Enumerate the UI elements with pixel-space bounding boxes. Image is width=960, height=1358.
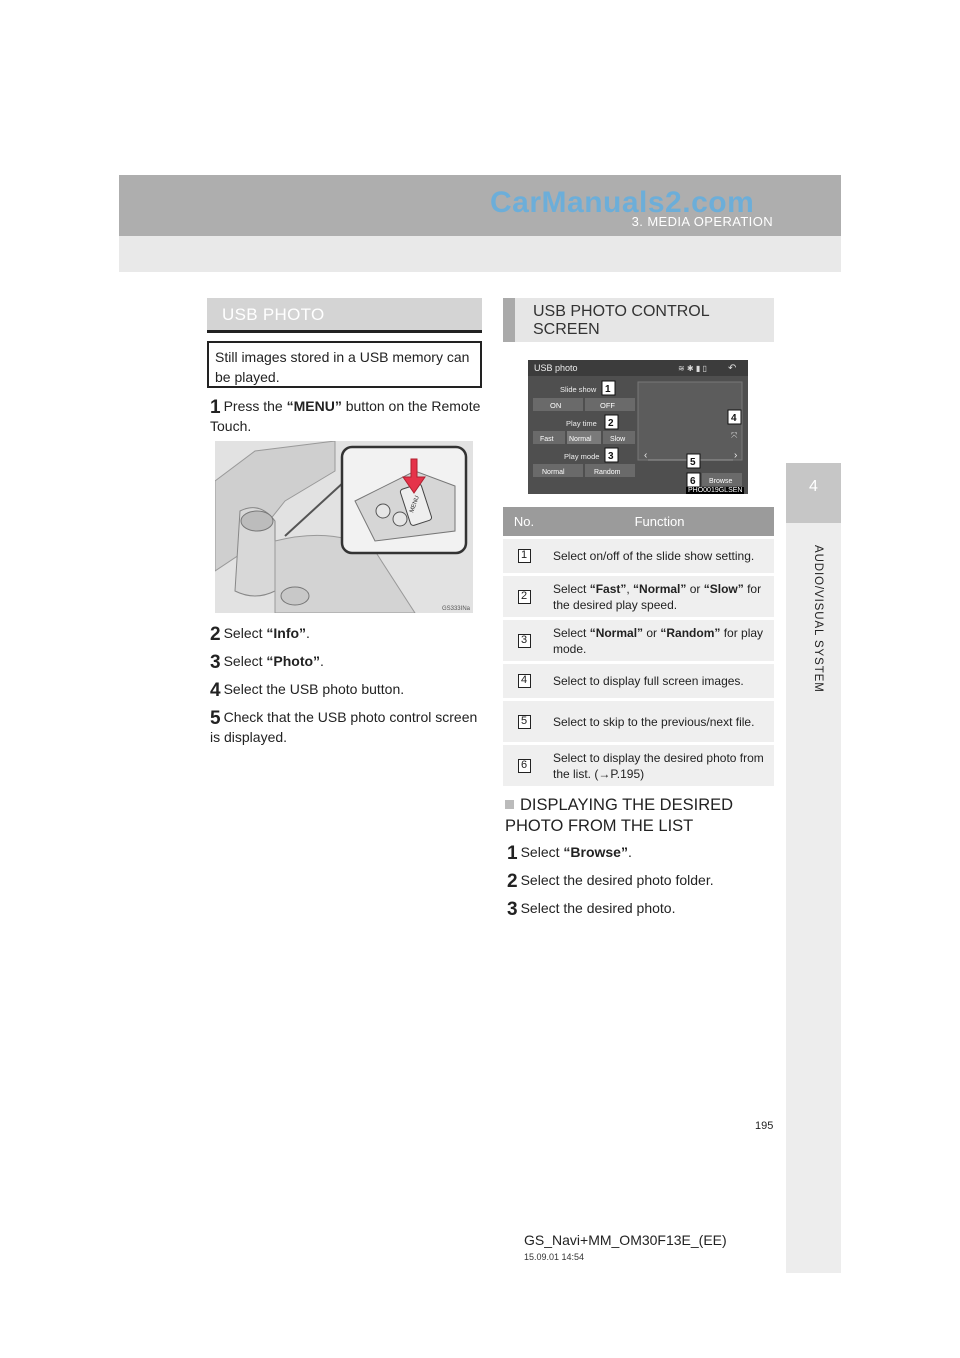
svg-text:Slide show: Slide show	[560, 385, 597, 394]
intro-note: Still images stored in a USB memory can be played.	[207, 341, 482, 388]
watermark: CarManuals2.com	[490, 186, 755, 219]
column-header-no: No.	[513, 514, 535, 529]
svg-text:Fast: Fast	[540, 436, 554, 443]
row-function: Select to display full screen images.	[553, 674, 744, 688]
image-code: GS333INa	[441, 606, 470, 612]
left-step-5: 5 Check that the USB photo control screen is displayed.	[210, 708, 478, 745]
row-function: Select “Fast”, “Normal” or “Slow” for the desired play speed.	[553, 581, 762, 612]
svg-text:Play mode: Play mode	[564, 452, 600, 461]
step-number: 3	[210, 652, 221, 673]
svg-text:⤧: ⤧	[731, 431, 738, 440]
function-table	[503, 507, 774, 786]
row-number: 4	[518, 674, 531, 688]
svg-text:1: 1	[605, 384, 611, 395]
chapter-number: 4	[809, 478, 818, 495]
svg-text:2: 2	[608, 418, 614, 429]
column-header-function: Function	[634, 514, 685, 529]
svg-text:Play time: Play time	[566, 419, 597, 428]
row-number: 5	[518, 715, 531, 729]
svg-text:5: 5	[690, 457, 696, 468]
table-row	[503, 698, 774, 742]
row-function: Select to skip to the previous/next file.	[553, 714, 755, 729]
svg-text:≋ ✱ ▮ ▯: ≋ ✱ ▮ ▯	[678, 364, 707, 373]
svg-text:Browse: Browse	[709, 478, 733, 485]
right-step-3: 3 Select the desired photo.	[507, 899, 676, 920]
table-row	[503, 536, 774, 573]
page-header-strip	[119, 236, 841, 272]
svg-text:3: 3	[608, 451, 614, 462]
svg-text:Normal: Normal	[569, 436, 592, 443]
row-function: Select “Normal” or “Random” for play mode.	[553, 625, 764, 656]
table-row	[503, 573, 774, 617]
section-title-control-screen: USB PHOTO CONTROL SCREEN	[503, 298, 774, 342]
svg-text:USB photo: USB photo	[534, 363, 578, 373]
svg-text:‹: ‹	[644, 450, 648, 461]
step-number: 2	[507, 871, 518, 892]
svg-text:›: ›	[734, 450, 738, 461]
remote-touch-illustration	[215, 441, 473, 613]
step-number: 1	[210, 397, 221, 418]
right-step-2: 2 Select the desired photo folder.	[507, 871, 714, 892]
step-number: 1	[507, 843, 518, 864]
row-number: 1	[518, 549, 531, 563]
square-bullet-icon	[505, 800, 514, 809]
image-code: PHO0019GLSEN	[688, 487, 743, 494]
left-step-1: 1 Press the “MENU” button on the Remote Touch.	[210, 397, 481, 434]
row-number: 6	[518, 759, 531, 773]
row-function: Select on/off of the slide show setting.	[553, 549, 755, 563]
row-number: 2	[518, 590, 531, 604]
step-number: 3	[507, 899, 518, 920]
chapter-label: AUDIO/VISUAL SYSTEM	[812, 545, 824, 693]
subheading-browse-list: DISPLAYING THE DESIRED PHOTO FROM THE LIST	[505, 796, 734, 835]
print-timestamp: 15.09.01 14:54	[524, 1252, 585, 1262]
step-number: 2	[210, 624, 221, 645]
step-number: 5	[210, 708, 221, 729]
svg-text:4: 4	[731, 413, 737, 424]
left-step-3: 3 Select “Photo”.	[210, 652, 324, 673]
section-label: 3. MEDIA OPERATION	[631, 214, 773, 229]
left-step-2: 2 Select “Info”.	[210, 624, 310, 645]
left-step-4: 4 Select the USB photo button.	[210, 680, 405, 701]
svg-text:6: 6	[690, 476, 696, 487]
right-step-1: 1 Select “Browse”.	[507, 843, 632, 864]
svg-text:Normal: Normal	[542, 469, 565, 476]
svg-text:Random: Random	[594, 469, 621, 476]
row-function: Select to display the desired photo from the list. (→P.195)	[553, 750, 764, 781]
step-number: 4	[210, 680, 221, 701]
svg-text:Slow: Slow	[610, 436, 626, 443]
svg-text:MENU: MENU	[409, 495, 421, 514]
document-code: GS_Navi+MM_OM30F13E_(EE)	[524, 1232, 727, 1248]
section-title-usb-photo: USB PHOTO	[207, 298, 482, 333]
row-number: 3	[518, 634, 531, 648]
svg-text:↶: ↶	[728, 363, 737, 374]
svg-text:ON: ON	[550, 401, 562, 410]
usb-photo-screen-illustration	[528, 360, 748, 494]
table-row	[503, 617, 774, 661]
table-row	[503, 742, 774, 786]
table-header	[503, 507, 774, 536]
svg-text:OFF: OFF	[600, 401, 615, 410]
page-number: 195	[755, 1120, 774, 1132]
table-row	[503, 661, 774, 698]
